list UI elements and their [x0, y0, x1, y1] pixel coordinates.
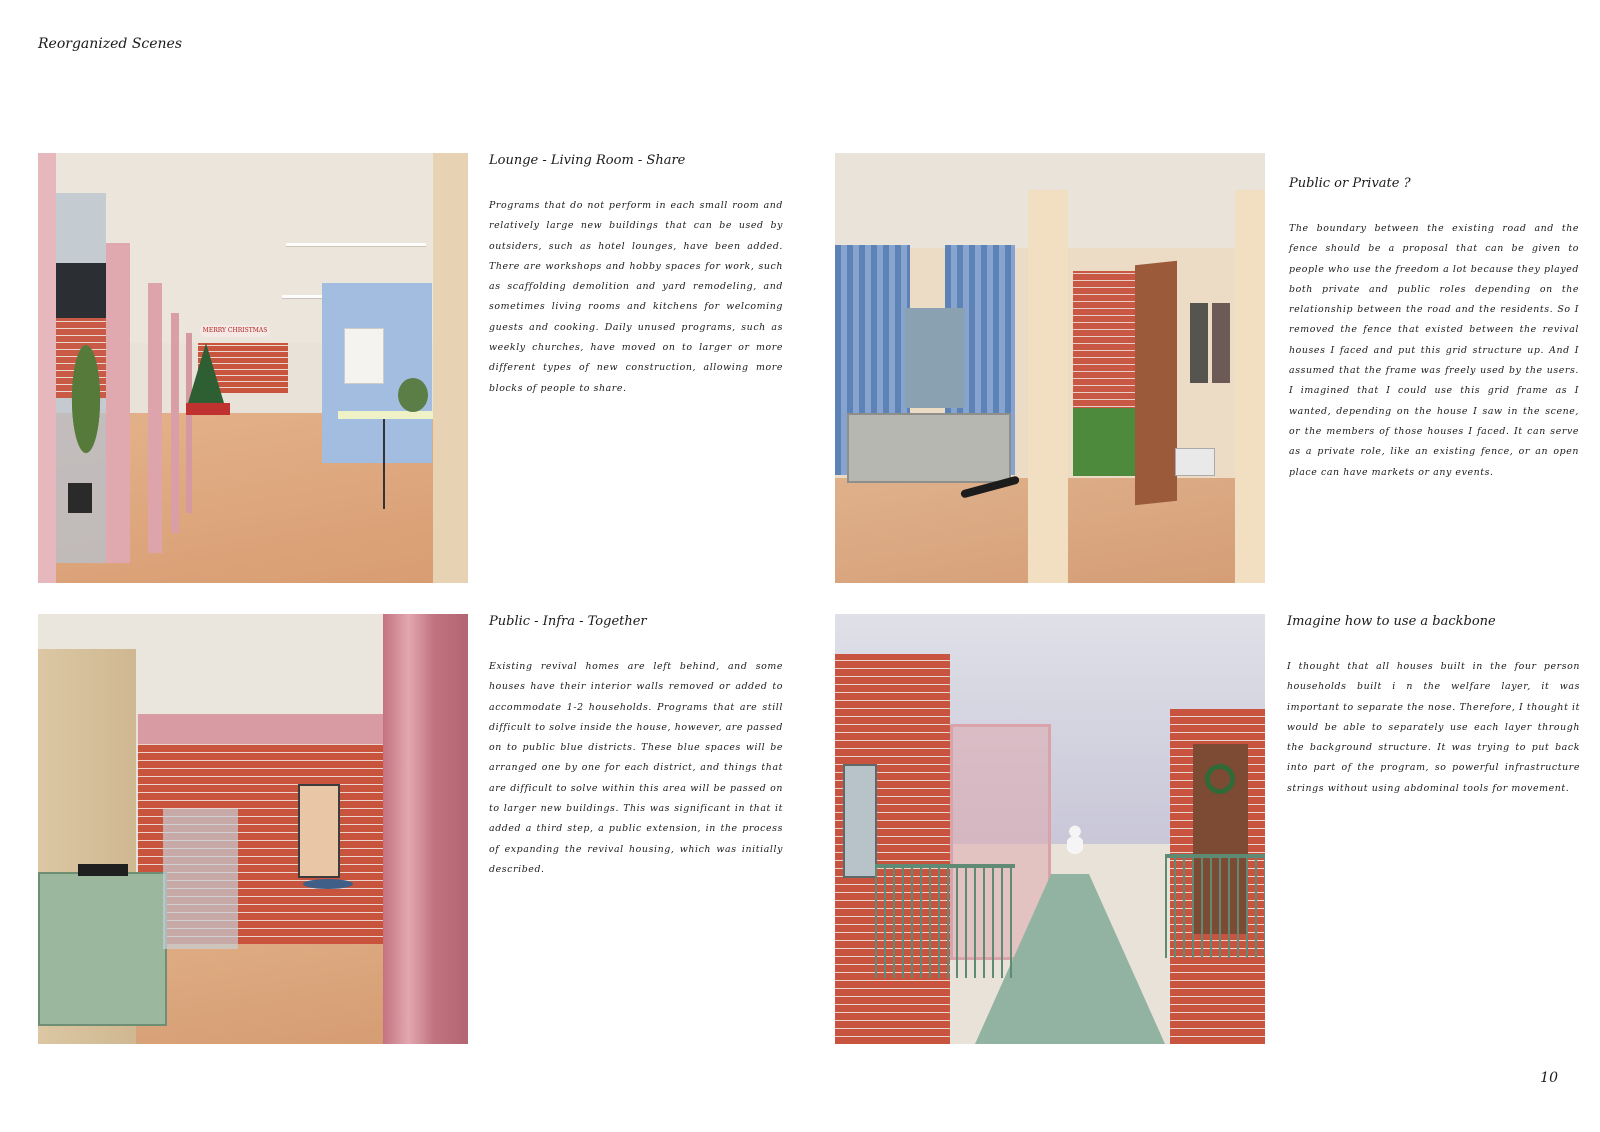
green-kitchen-cabinet: [38, 872, 167, 1026]
lounge-heading: Lounge - Living Room - Share: [489, 153, 686, 168]
bistro-table: [303, 879, 353, 889]
right-wood-column: [433, 153, 468, 583]
potted-plant: [64, 343, 108, 483]
christmas-tree: [188, 343, 224, 403]
lounge-text: Programs that do not perform in each small room and relatively large new buildings that can be used by outsiders, such as hotel lounges, have been added. There are workshops and hobby spaces for work, such as scaffolding demolition and yard remodeling, and sometimes living rooms and kitchens for welcoming guests and cooking. Daily unused programs, such as weekly churches, have moved on to larger or more different types of new construction, allowing more blocks of people to share.: [489, 200, 783, 394]
public-private-scene-illustration: [835, 153, 1265, 583]
public-infra-scene-illustration: [38, 614, 468, 1044]
christmas-banner: MERRY CHRISTMAS: [200, 325, 270, 337]
pink-column: [171, 313, 179, 533]
page-number: 10: [1540, 1070, 1558, 1086]
public-infra-heading: Public - Infra - Together: [489, 614, 647, 629]
table-leg: [383, 419, 385, 509]
table-top: [338, 411, 438, 419]
door-wreath: [1205, 764, 1235, 794]
public-private-caption: [1289, 176, 1579, 483]
table-plant: [398, 378, 428, 412]
pink-column: [106, 243, 130, 563]
public-private-heading: Public or Private ?: [1289, 176, 1411, 191]
backbone-scene-illustration: [835, 614, 1265, 1044]
backbone-text: I thought that all houses built in the four person households built i n the welfare layer, it was important to separate the nose. Therefore, I thought it would be able to separately use each layer through the background structure. It was trying to put back into part of the program, so powerful infrastructure strings without using abdominal tools for movement.: [1287, 661, 1580, 794]
lounge-caption: [489, 153, 783, 399]
page-title: Reorganized Scenes: [38, 36, 183, 52]
snowman: [1067, 824, 1083, 854]
pink-column: [148, 283, 162, 553]
ceiling-light: [286, 243, 426, 247]
public-infra-caption: [489, 614, 783, 880]
public-infra-text: Existing revival homes are left behind, and some houses have their interior walls removed or added to accommodate 1-2 households. Programs that are still difficult to solve inside the house, however, are passed on to public blue districts. These blue spaces will be arranged one by one for each district, and things that are difficult to solve within this area will be passed on to larger new buildings. This was significant in that it added a third step, a public extension, in the process of expanding the revival housing, which was initially described.: [489, 661, 783, 875]
doorway: [298, 784, 340, 878]
hanging-jackets: [1190, 303, 1230, 383]
left-balcony-railing: [875, 864, 1015, 978]
ceiling-light: [282, 295, 322, 299]
tree-gifts: [186, 403, 230, 415]
dark-window: [56, 263, 106, 318]
public-private-text: The boundary between the existing road and the fence should be a proposal that can be given to people who use the freedom a lot because they played both private and public roles depending on the relationship between the road and the residents. So I removed the fence that existed between the revival houses I faced and put this grid structure up. And I assumed that the frame was freely used by the users. I imagined that I could use this grid frame as I wanted, depending on the house I saw in the scene, or the members of those houses I faced. It can serve as a private role, like an existing fence, or an open place can have markets or any events.: [1289, 223, 1579, 478]
lounge-scene-illustration: [38, 153, 468, 583]
wall-calendar: [344, 328, 384, 384]
grey-bookshelf: [847, 413, 1011, 483]
cream-column: [1028, 190, 1068, 583]
backbone-heading: Imagine how to use a backbone: [1287, 614, 1496, 629]
window-view: [905, 308, 965, 408]
laundry-basket: [1175, 448, 1215, 476]
pink-column: [383, 614, 468, 1044]
left-pink-wall: [38, 153, 56, 583]
stovetop: [78, 864, 128, 876]
glass-room: [163, 809, 238, 949]
wooden-door: [1135, 261, 1177, 505]
right-balcony-railing: [1165, 854, 1265, 958]
pink-beam: [138, 714, 388, 744]
garden-grass: [1073, 408, 1138, 476]
plant-pot: [68, 483, 92, 513]
cream-column: [1235, 190, 1265, 583]
backbone-caption: [1287, 614, 1580, 799]
building-window: [843, 764, 877, 878]
